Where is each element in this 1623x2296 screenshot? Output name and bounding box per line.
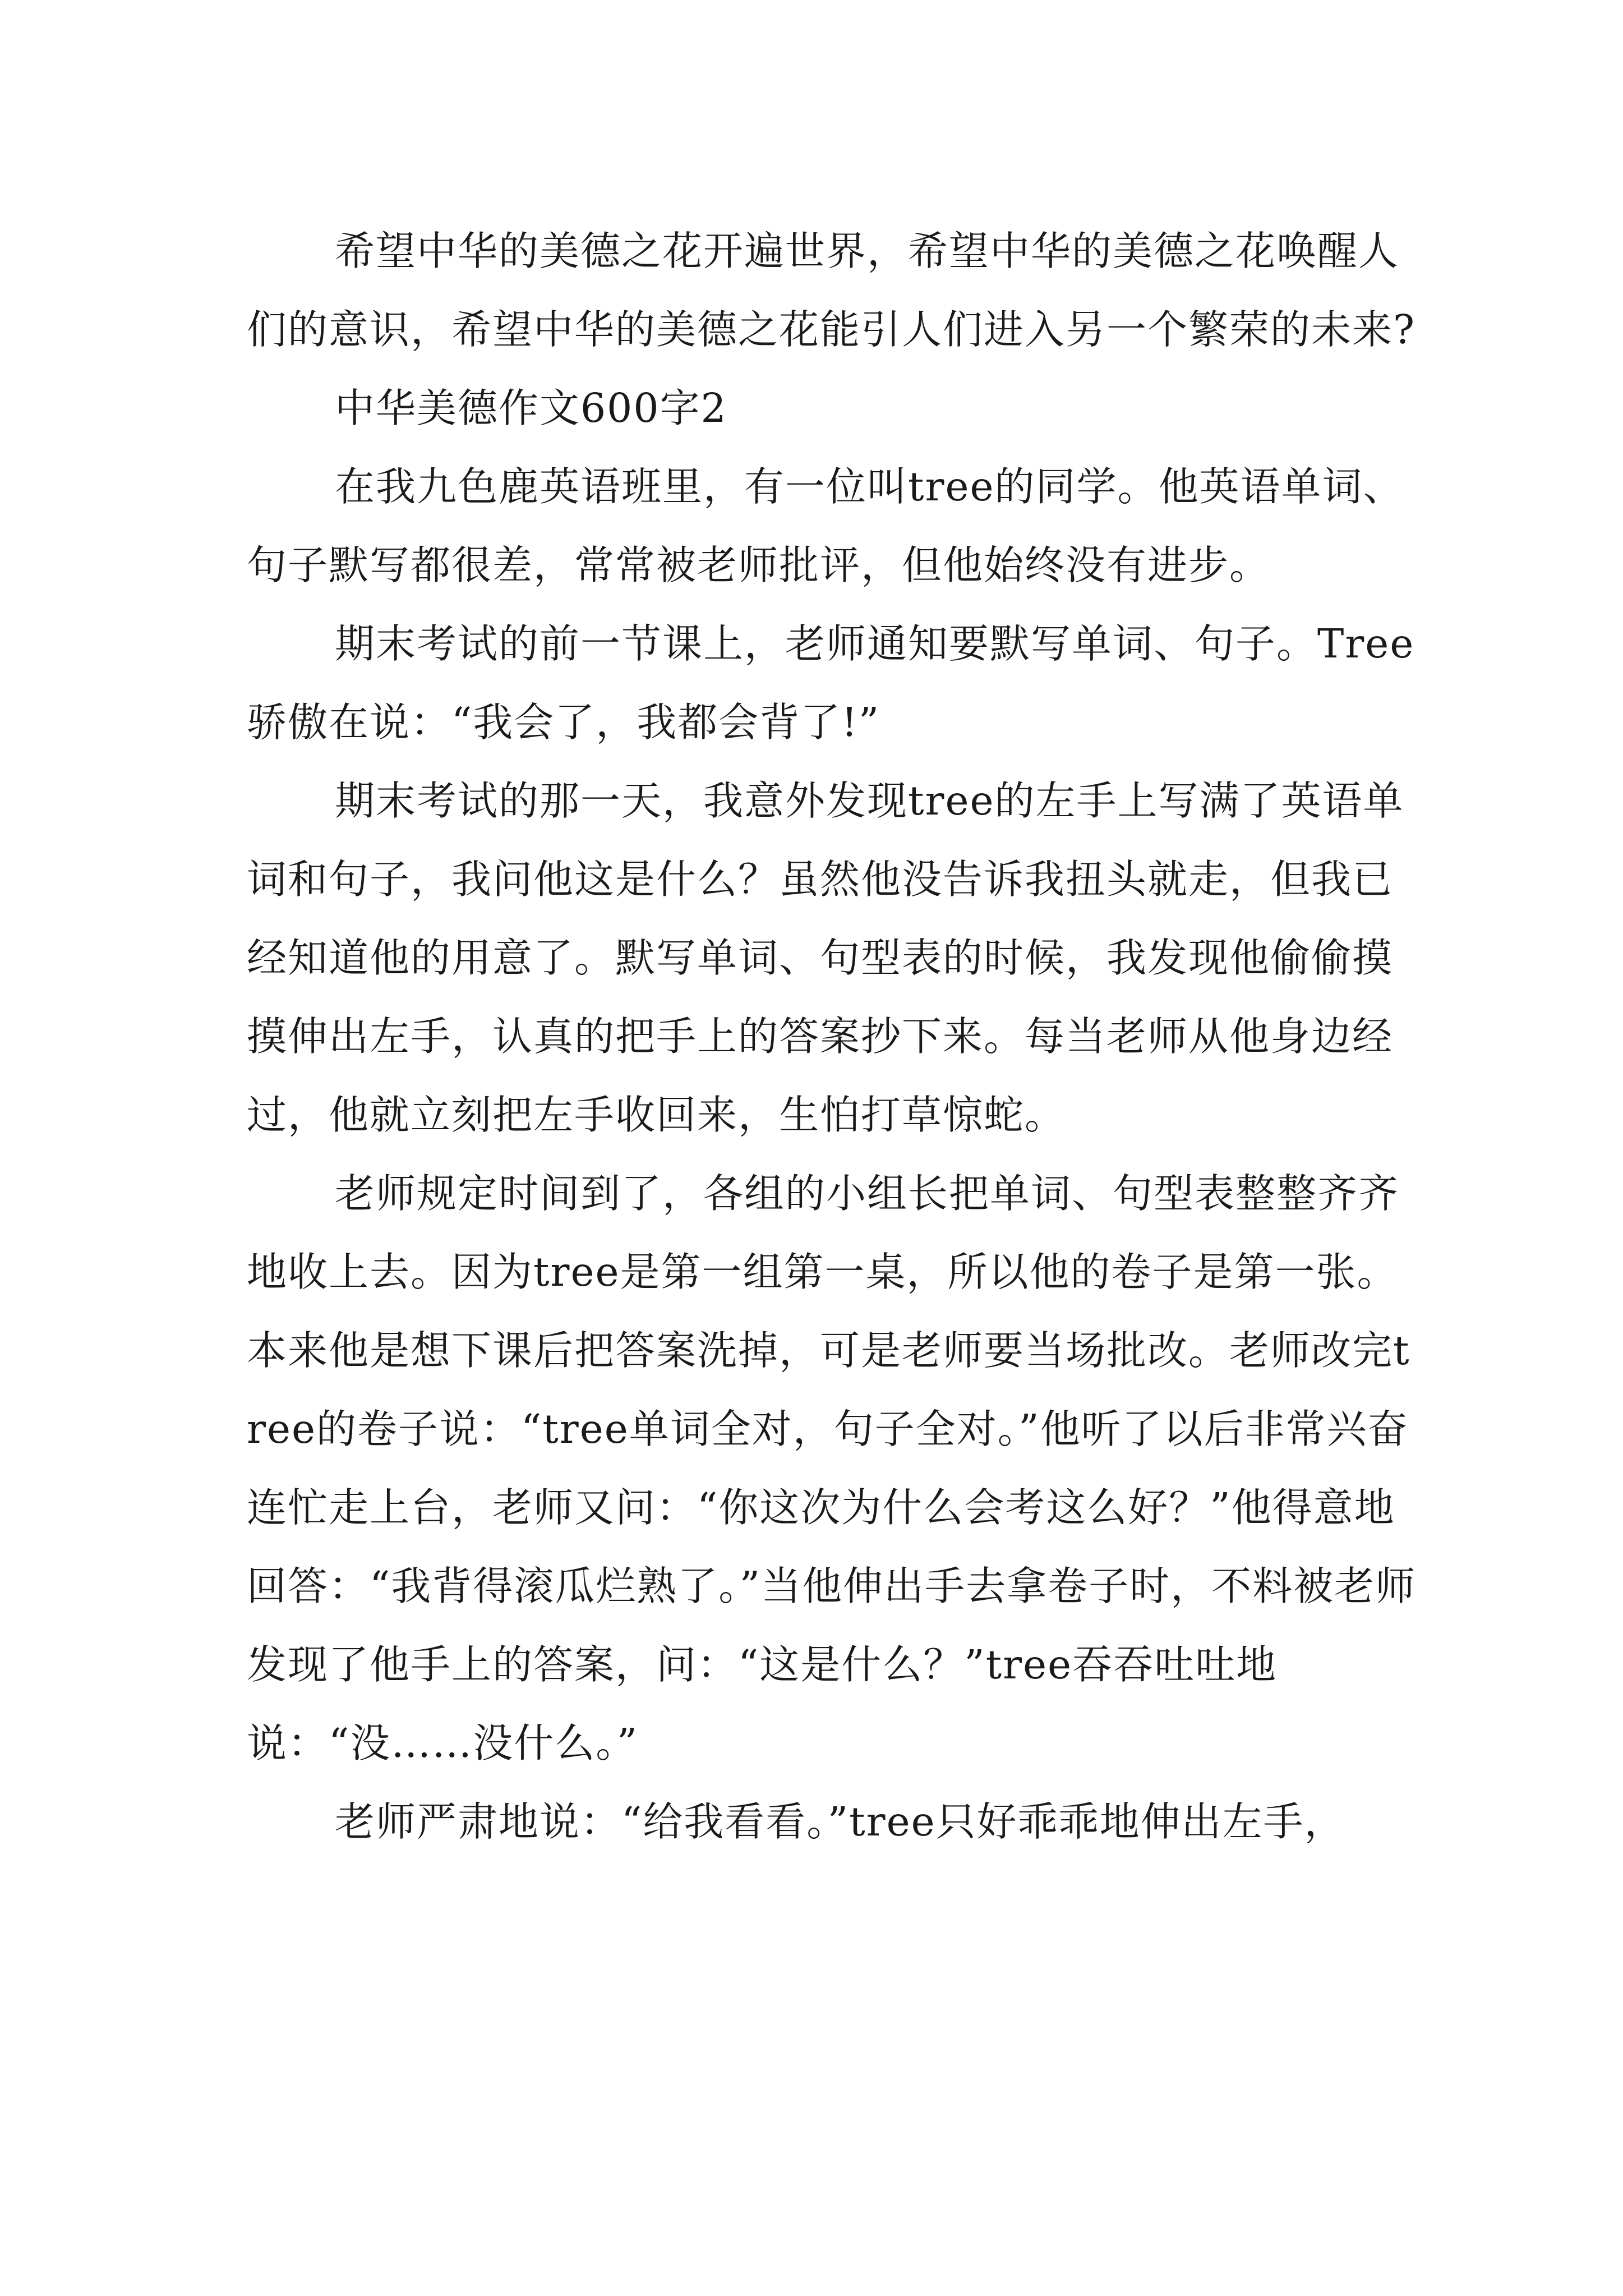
paragraph-3: 期末考试的前一节课上，老师通知要默写单词、句子。Tree骄傲在说：“我会了，我都会背了!” bbox=[247, 620, 1415, 746]
essay-subtitle: 中华美德作文600字2 bbox=[335, 385, 727, 431]
paragraph-6: 老师严肃地说：“给我看看。”tree只好乖乖地伸出左手， bbox=[335, 1798, 1345, 1845]
paragraph-5: 老师规定时间到了，各组的小组长把单词、句型表整整齐齐地收上去。因为tree是第一组第一桌，所以他的卷子是第一张。本来他是想下课后把答案洗掉，可是老师要当场批改。老师改完tree的卷子说：“tree单词全对，句子全对。”他听了以后非常兴奋连忙走上台，老师又问：“你这次为什么会考这么好？”他得意地回答：“我背得滚瓜烂熟了。”当他伸出手去拿卷子时，不料被老师发现了他手上的答案，问：“这是什么？”tree吞吞吐吐地说：“没……没什么。” bbox=[247, 1170, 1417, 1766]
paragraph-4: 期末考试的那一天，我意外发现tree的左手上写满了英语单词和句子，我问他这是什么？虽然他没告诉我扭头就走，但我已经知道他的用意了。默写单词、句型表的时候，我发现他偷偷摸摸伸出左手，认真的把手上的答案抄下来。每当老师从他身边经过，他就立刻把左手收回来，生怕打草惊蛇。 bbox=[247, 777, 1404, 1138]
paragraph-1: 希望中华的美德之花开遍世界，希望中华的美德之花唤醒人们的意识，希望中华的美德之花能引人们进入另一个繁荣的未来? bbox=[247, 228, 1416, 353]
body-text bbox=[247, 212, 1424, 1861]
paragraph-2: 在我九色鹿英语班里，有一位叫tree的同学。他英语单词、句子默写都很差，常常被老师批评，但他始终没有进步。 bbox=[247, 463, 1404, 588]
